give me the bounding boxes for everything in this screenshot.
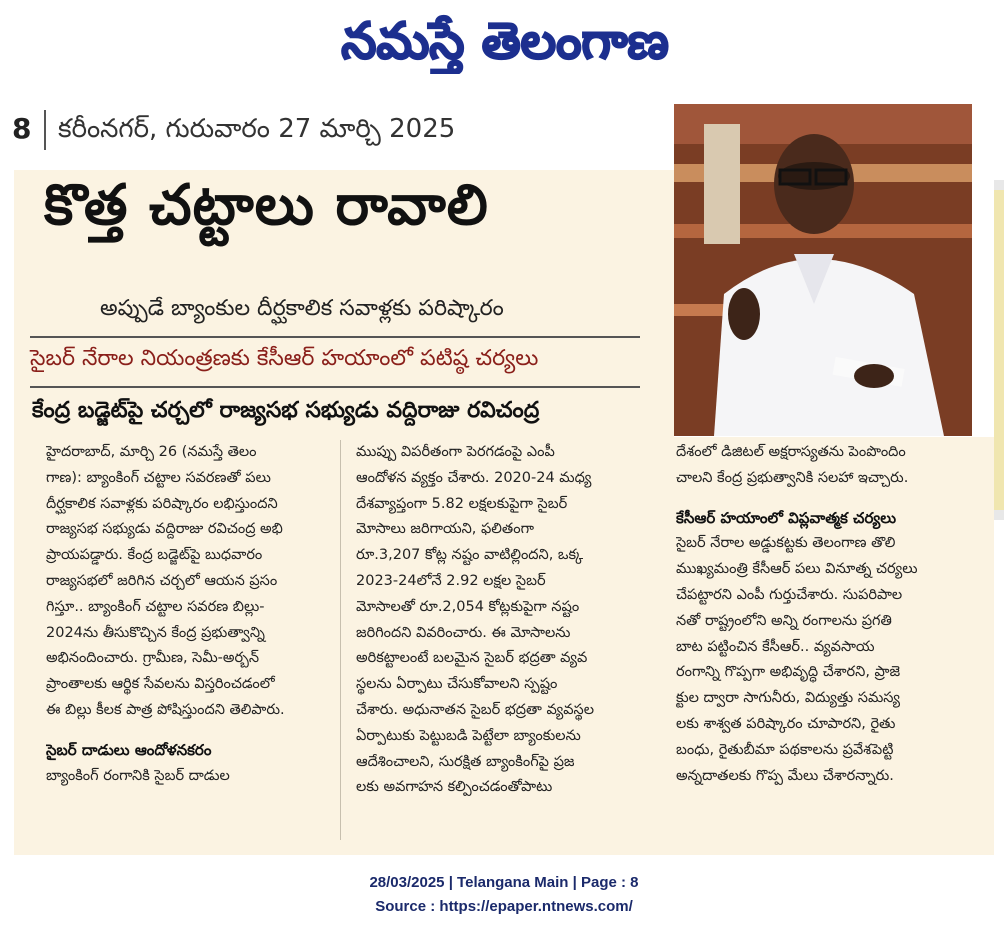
text-line: దేశంలో డిజిటల్ అక్షరాస్యతను పెంపొందిం — [676, 444, 906, 460]
text-line: నతో రాష్ట్రంలోని అన్ని రంగాలను ప్రగతి — [676, 612, 892, 629]
article-column-1 — [46, 440, 328, 789]
newspaper-logo — [300, 4, 710, 74]
text-line: ఆదేశించాలని, సురక్షిత బ్యాంకింగ్‌పై ప్రజ — [356, 753, 575, 770]
masthead-text: నమస్తే తెలంగాణ — [341, 12, 669, 70]
text-line: చేశారు. అధునాతన సైబర్ భద్రతా వ్యవస్థల — [356, 701, 595, 718]
text-line: సైబర్ నేరాల అడ్డుకట్టకు తెలంగాణ తొలి — [676, 535, 896, 552]
text-line: ఏర్పాటుకు పెట్టుబడి పెట్టేలా బ్యాంకులను — [356, 727, 581, 744]
text-line: లకు అవగాహన కల్పించడంతోపాటు — [356, 779, 553, 796]
text-line: దేశవ్యాప్తంగా 5.82 లక్షలకుపైగా సైబర్ — [356, 495, 568, 512]
dateline: కరీంనగర్, గురువారం 27 మార్చి 2025 — [58, 114, 456, 144]
subheadline-1: అప్పుడే బ్యాంకుల దీర్ఘకాలిక సవాళ్లకు పరిష్కారం — [100, 296, 504, 321]
page-number: 8 — [12, 112, 32, 145]
text-line: స్థలను ఏర్పాటు చేసుకోవాలని స్పష్టం — [356, 676, 558, 693]
text-line: గాణ): బ్యాంకింగ్ చట్టాల సవరణతో పలు — [46, 469, 271, 486]
text-line: దీర్ఘకాలిక సవాళ్లకు పరిష్కారం లభిస్తుందని — [46, 495, 278, 512]
text-line: బంధు, రైతుబీమా పథకాలను ప్రవేశపెట్టి — [676, 741, 894, 758]
text-line: ప్రాంతాలకు ఆర్థిక సేవలను విస్తరించడంలో — [46, 676, 275, 693]
text-line: బాట పట్టించిన కేసీఆర్.. వ్యవసాయ — [676, 638, 875, 655]
text-line: ముఖ్యమంత్రి కేసీఆర్ పలు వినూత్న చర్యలు — [676, 561, 918, 578]
text-line: ఆందోళన వ్యక్తం చేశారు. 2020-24 మధ్య — [356, 469, 592, 486]
cross-heading: సైబర్ దాడులు ఆందోళనకరం — [46, 740, 212, 759]
masthead — [0, 0, 1008, 80]
rule-divider — [30, 386, 640, 388]
text-line: మోసాలు జరిగాయని, ఫలితంగా — [356, 521, 534, 538]
text-line: ఈ బిల్లు కీలక పాత్ర పోషిస్తుందని తెలిపారు. — [46, 701, 285, 718]
text-line: క్టుల ద్వారా సాగునీరు, విద్యుత్తు సమస్య — [676, 690, 900, 707]
article-column-3 — [676, 440, 976, 789]
text-line: రాజ్యసభ సభ్యుడు వద్దిరాజు రవిచంద్ర అభి — [46, 521, 283, 538]
column-divider — [340, 440, 341, 840]
text-line: ప్రాయపడ్డారు. కేంద్ర బడ్జెట్‌పై బుధవారం — [46, 547, 263, 564]
photo-image — [674, 104, 972, 436]
speaker-photo — [674, 104, 972, 436]
footer-info: 28/03/2025 | Telangana Main | Page : 8 — [369, 874, 639, 891]
text-line: 2023-24లోనే 2.92 లక్షల సైబర్ — [356, 572, 546, 589]
text-line: లకు శాశ్వత పరిష్కారం చూపారని, రైతు — [676, 715, 896, 732]
text-line: బ్యాంకింగ్ రంగానికి సైబర్ దాడుల — [46, 767, 230, 784]
text-line: రూ.3,207 కోట్ల నష్టం వాటిల్లిందని, ఒక్క — [356, 547, 584, 564]
text-line: జరిగిందని వివరించారు. ఈ మోసాలను — [356, 624, 571, 641]
text-line: హైదరాబాద్, మార్చి 26 (నమస్తే తెలం — [46, 444, 257, 460]
text-line: రంగాన్ని గొప్పగా అభివృద్ధి చేశారని, ప్రాజె — [676, 664, 901, 681]
cross-heading: కేసీఆర్ హయాంలో విప్లవాత్మక చర్యలు — [676, 508, 897, 527]
text-line: రాజ్యసభలో జరిగిన చర్చలో ఆయన ప్రసం — [46, 572, 278, 589]
text-line: అన్నదాతలకు గొప్ప మేలు చేశారన్నారు. — [676, 767, 894, 784]
text-line: ముప్పు విపరీతంగా పెరగడంపై ఎంపీ — [356, 444, 555, 460]
text-line: చాలని కేంద్ర ప్రభుత్వానికి సలహా ఇచ్చారు. — [676, 469, 909, 486]
text-line: 2024ను తీసుకొచ్చిన కేంద్ర ప్రభుత్వాన్ని — [46, 624, 265, 641]
rule-divider — [30, 336, 640, 338]
text-line: అభినందించారు. గ్రామీణ, సెమీ-అర్బన్ — [46, 650, 260, 667]
headline: కొత్త చట్టాలు రావాలి — [44, 173, 489, 238]
article-column-2 — [356, 440, 654, 801]
source-link[interactable]: Source : https://epaper.ntnews.com/ — [375, 898, 633, 915]
scrollbar-thumb[interactable] — [994, 190, 1004, 510]
text-line: అరికట్టాలంటే బలమైన సైబర్ భద్రతా వ్యవ — [356, 650, 588, 667]
subheadline-3: కేంద్ర బడ్జెట్‌పై చర్చలో రాజ్యసభ సభ్యుడు వద్దిరాజు రవిచంద్ర — [32, 398, 540, 423]
text-line: చేపట్టారని ఎంపీ గుర్తుచేశారు. సుపరిపాల — [676, 586, 903, 603]
dateline-divider — [44, 110, 46, 150]
text-line: గిస్తూ.. బ్యాంకింగ్ చట్టాల సవరణ బిల్లు- — [46, 598, 265, 615]
text-line: మోసాలతో రూ.2,054 కోట్లకుపైగా నష్టం — [356, 598, 580, 615]
subheadline-2: సైబర్ నేరాల నియంత్రణకు కేసీఆర్ హయాంలో పటిష్ఠ చర్యలు — [30, 346, 539, 371]
